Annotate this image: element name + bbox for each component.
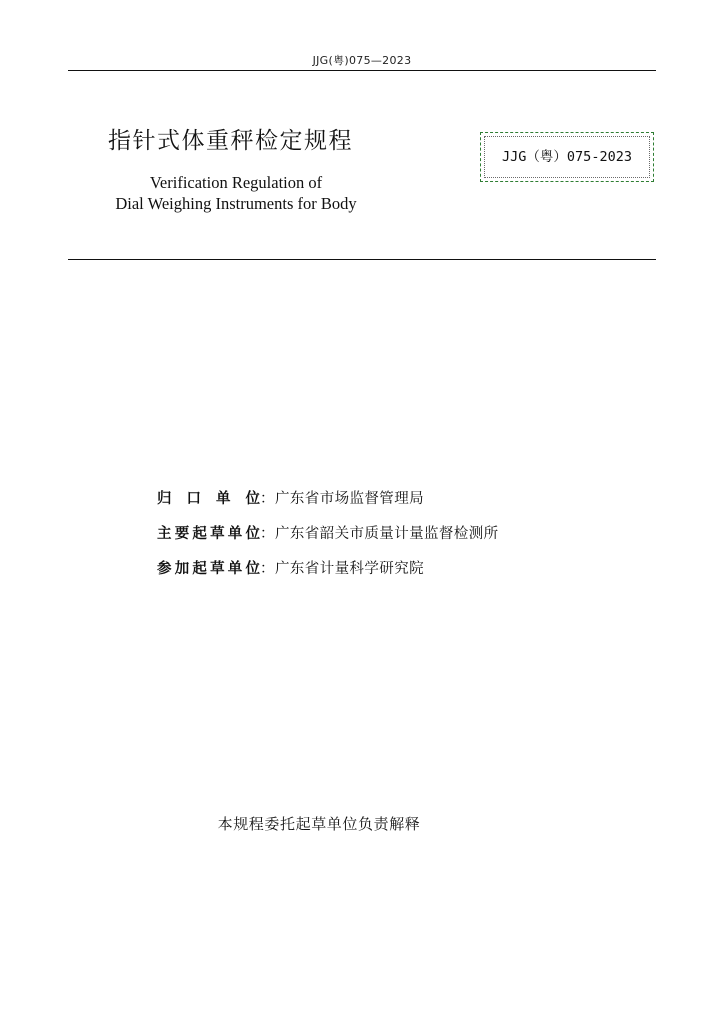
unit-value: 广东省计量科学研究院 [275,561,424,577]
unit-row-main-drafter [157,522,499,557]
unit-value: 广东省韶关市质量计量监督检测所 [275,526,499,542]
standard-code-text: JJG（粤）075-2023 [502,149,632,165]
unit-colon: ： [260,526,275,542]
unit-value: 广东省市场监督管理局 [275,491,424,507]
unit-label: 归口单位 [157,491,260,507]
english-title-line-1: Verification Regulation of [149,173,323,192]
unit-row-participating-drafter [157,557,499,592]
title-separator-rule [68,259,656,260]
unit-label: 参加起草单位 [157,561,260,577]
running-header-code: JJG(粤)075—2023 [312,54,412,67]
unit-colon: ： [260,561,275,577]
english-title-line-2: Dial Weighing Instruments for Body [115,194,357,213]
unit-colon: ： [260,491,275,507]
unit-row-responsible [157,487,499,522]
unit-label: 主要起草单位 [157,526,260,542]
standard-code-box [480,132,654,182]
document-title-chinese: 指针式体重秤检定规程 [108,128,353,154]
interpretation-note: 本规程委托起草单位负责解释 [217,815,421,833]
drafting-units-list [157,487,499,592]
document-title-english [90,172,382,214]
header-rule [68,70,656,71]
